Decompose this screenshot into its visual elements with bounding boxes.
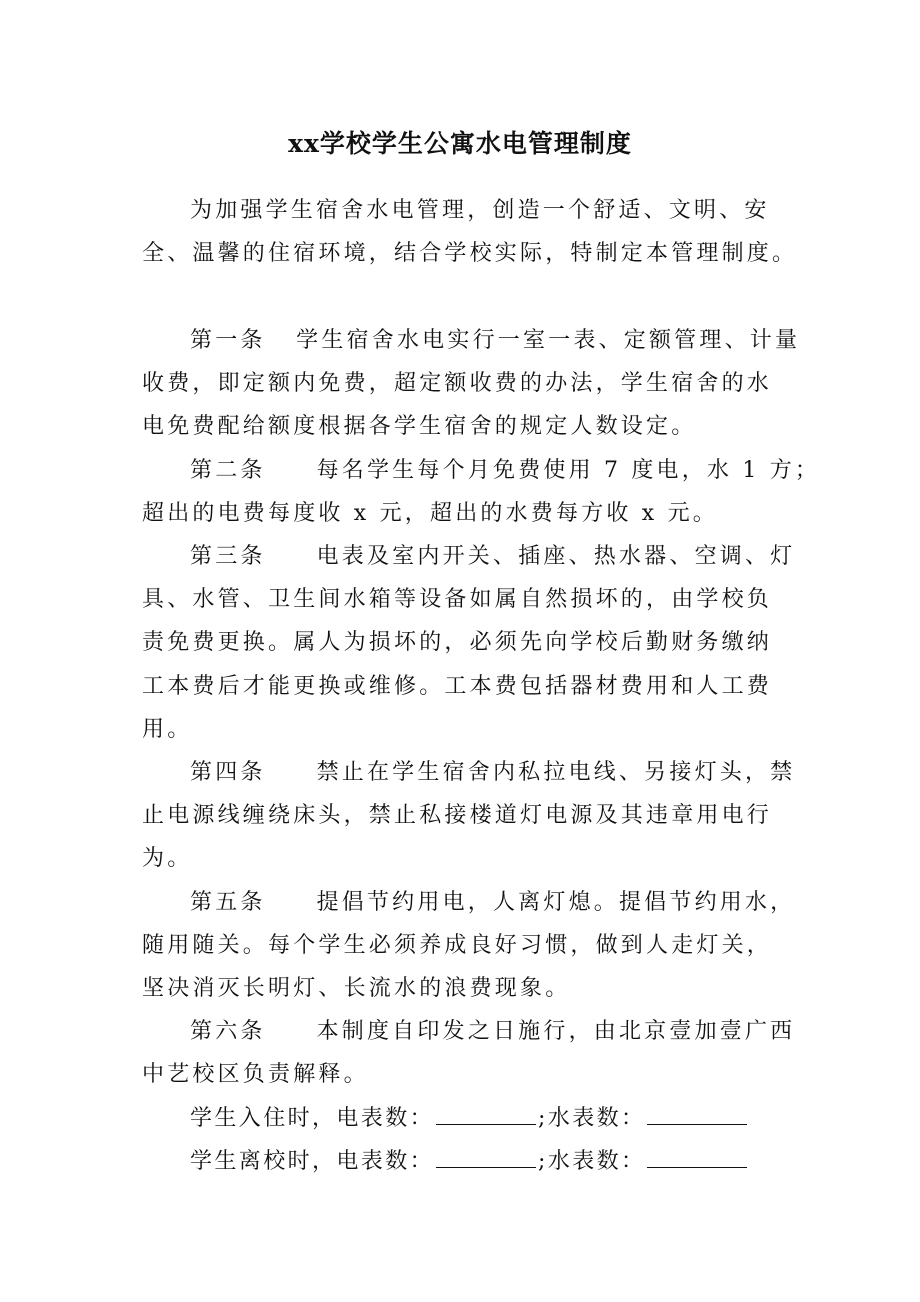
water-meter-label: ;水表数： — [538, 1106, 646, 1131]
article-1-line: 收费，即定额内免费，超定额收费的办法，学生宿舍的水 — [142, 371, 773, 396]
article-3-line: 责免费更换。属人为损坏的，必须先向学校后勤财务缴纳 — [142, 630, 773, 655]
article-4-line: 第四条 禁止在学生宿舍内私拉电线、另接灯头，禁 — [190, 760, 796, 785]
water-meter-blank[interactable] — [647, 1104, 747, 1125]
water-meter-blank[interactable] — [647, 1147, 747, 1168]
article-4-line: 止电源线缠绕床头，禁止私接楼道灯电源及其违章用电行 — [142, 803, 773, 828]
article-2-line: 超出的电费每度收 x 元，超出的水费每方收 x 元。 — [142, 501, 718, 526]
electric-meter-blank[interactable] — [436, 1104, 536, 1125]
article-3-line: 第三条 电表及室内开关、插座、热水器、空调、灯 — [190, 544, 796, 569]
electric-meter-label: 学生入住时，电表数： — [190, 1106, 435, 1131]
meter-reading-row — [190, 1147, 749, 1177]
article-5-line: 坚决消灭长明灯、长流水的浪费现象。 — [142, 976, 571, 1001]
article-6-line: 中艺校区负责解释。 — [142, 1062, 369, 1087]
article-5-line: 随用随关。每个学生必须养成良好习惯，做到人走灯关， — [142, 933, 773, 958]
article-5-line: 第五条 提倡节约用电，人离灯熄。提倡节约用水， — [190, 890, 796, 915]
article-1-line: 第一条 学生宿舍水电实行一室一表、定额管理、计量 — [190, 328, 801, 353]
meter-reading-row — [190, 1104, 749, 1134]
intro-line: 为加强学生宿舍水电管理，创造一个舒适、文明、安 — [190, 198, 770, 223]
water-meter-label: ;水表数： — [538, 1149, 646, 1174]
article-3-line: 具、水管、卫生间水箱等设备如属自然损坏的，由学校负 — [142, 587, 773, 612]
electric-meter-blank[interactable] — [436, 1147, 536, 1168]
electric-meter-label: 学生离校时，电表数： — [190, 1149, 435, 1174]
document-title: xx学校学生公寓水电管理制度 — [288, 129, 632, 158]
intro-line: 全、温馨的住宿环境，结合学校实际，特制定本管理制度。 — [142, 241, 798, 266]
article-1-line: 电免费配给额度根据各学生宿舍的规定人数设定。 — [142, 414, 697, 439]
article-4-line: 为。 — [142, 846, 193, 871]
article-6-line: 第六条 本制度自印发之日施行，由北京壹加壹广西 — [190, 1019, 796, 1044]
article-3-line: 用。 — [142, 717, 193, 742]
article-3-line: 工本费后才能更换或维修。工本费包括器材费用和人工费 — [142, 674, 773, 699]
article-2-line: 第二条 每名学生每个月免费使用 7 度电，水 1 方； — [190, 458, 821, 483]
